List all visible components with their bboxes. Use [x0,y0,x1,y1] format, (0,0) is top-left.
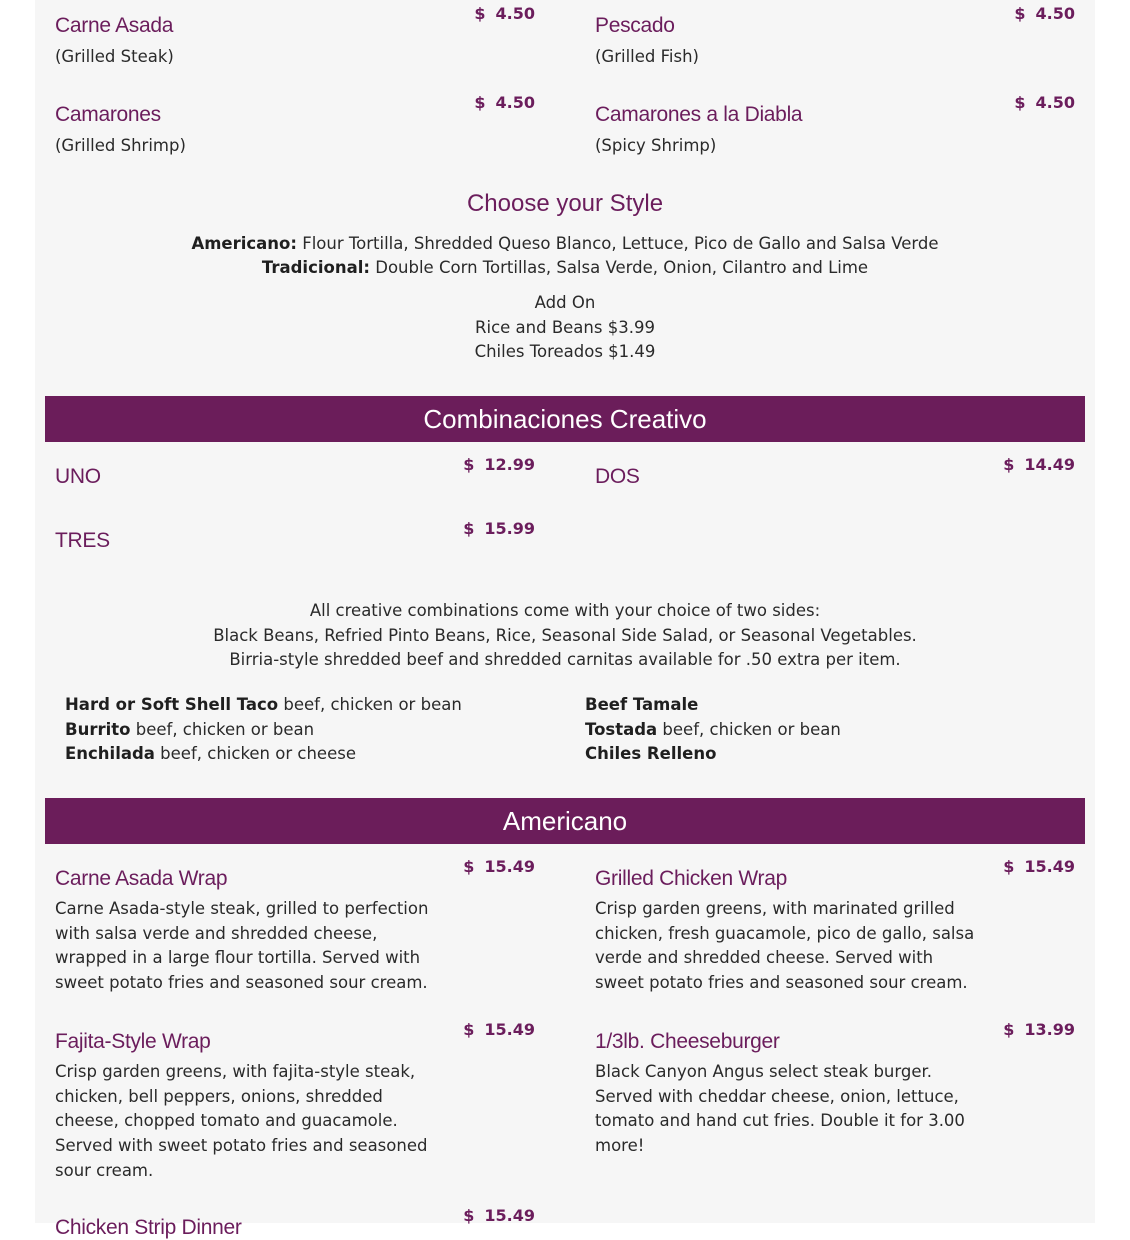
menu-item-pescado [595,0,1075,80]
style-heading: Choose your Style [466,190,664,217]
combo-note: All creative combinations come with your choice of two sides: [309,601,821,620]
item-desc: Crisp garden greens, with fajita-style steak, chicken, bell peppers, onions, shredded cheese, chopped tomato and guacamole. Served with sweet potato fries and seasoned sour cream. [55,1062,428,1180]
item-price: $ 15.49 [463,1020,535,1039]
combo-option: Burrito beef, chicken or bean [65,719,315,739]
item-desc: (Grilled Fish) [595,47,699,66]
item-price: $ 14.49 [1003,455,1075,474]
menu-item-carne-asada [55,0,535,80]
item-desc: Carne Asada-style steak, grilled to perfection with salsa verde and shredded cheese, wrapped in a large flour tortilla. Served with sweet potato fries and seasoned sour cream. [55,899,429,993]
item-name: Chicken Strip Dinner [55,1216,242,1239]
menu-item-camarones-diabla [595,89,1075,169]
item-price: $ 4.50 [1014,4,1075,23]
menu-item-carne-asada-wrap [55,854,535,1004]
combo-item-uno [55,452,535,502]
item-name: TRES [55,529,110,552]
menu-page [35,0,1095,1239]
addon-heading: Add On [534,293,596,312]
combo-item-tres [55,516,535,566]
item-desc: (Grilled Steak) [55,47,174,66]
item-price: $ 15.49 [1003,857,1075,876]
item-name: Camarones [55,103,161,126]
item-name: Camarones a la Diabla [595,103,803,126]
item-desc: Black Canyon Angus select steak burger. Served with cheddar cheese, onion, lettuce, tomato and hand cut fries. Double it for 3.00 more! [595,1062,965,1156]
combo-options-left [65,693,462,767]
addon-item: Rice and Beans $3.99 [475,318,655,337]
item-name: DOS [595,465,640,488]
combo-option: Beef Tamale [585,695,699,714]
item-price: $ 15.49 [463,1206,535,1225]
combo-note: Birria-style shredded beef and shredded carnitas available for .50 extra per item. [229,650,901,669]
menu-item-fajita-wrap [55,1017,535,1197]
item-name: Carne Asada Wrap [55,867,228,890]
combo-item-dos [595,452,1075,502]
menu-item-cheeseburger [595,1017,1075,1167]
menu-item-grilled-chicken-wrap [595,854,1075,1004]
item-desc: Crisp garden greens, with marinated grilled chicken, fresh guacamole, pico de gallo, salsa verde and shredded cheese. Served with sweet potato fries and seasoned sour cream. [595,899,975,993]
item-name: Carne Asada [55,14,174,37]
section-banner-americano: Americano [45,798,1085,844]
item-name: Pescado [595,14,675,37]
item-price: $ 4.50 [1014,93,1075,112]
style-option-tradicional: Tradicional: Double Corn Tortillas, Salsa Verde, Onion, Cilantro and Lime [261,258,869,277]
item-price: $ 13.99 [1003,1020,1075,1039]
combo-option: Tostada beef, chicken or bean [585,719,841,739]
item-name: Grilled Chicken Wrap [595,867,788,890]
combo-option: Hard or Soft Shell Taco beef, chicken or bean [65,695,462,714]
item-name: UNO [55,465,101,488]
menu-item-camarones [55,89,535,169]
item-desc: (Spicy Shrimp) [595,136,717,155]
item-price: $ 4.50 [474,93,535,112]
section-banner-combinaciones: Combinaciones Creativo [45,396,1085,442]
combo-option: Chiles Relleno [585,744,717,764]
item-name: 1/3lb. Cheeseburger [595,1030,780,1053]
combo-note: Black Beans, Refried Pinto Beans, Rice, Seasonal Side Salad, or Seasonal Vegetables. [213,626,917,645]
addon-item: Chiles Toreados $1.49 [474,342,656,361]
item-price: $ 15.49 [463,857,535,876]
item-price: $ 12.99 [463,455,535,474]
item-price: $ 4.50 [474,4,535,23]
item-price: $ 15.99 [463,519,535,538]
menu-item-chicken-strip-dinner [55,1203,535,1239]
style-option-americano: Americano: Flour Tortilla, Shredded Queso Blanco, Lettuce, Pico de Gallo and Salsa Verde [191,234,939,253]
combo-option: Enchilada beef, chicken or cheese [65,744,356,764]
combo-options-right [585,693,841,767]
item-desc: (Grilled Shrimp) [55,136,186,155]
item-name: Fajita-Style Wrap [55,1030,211,1053]
